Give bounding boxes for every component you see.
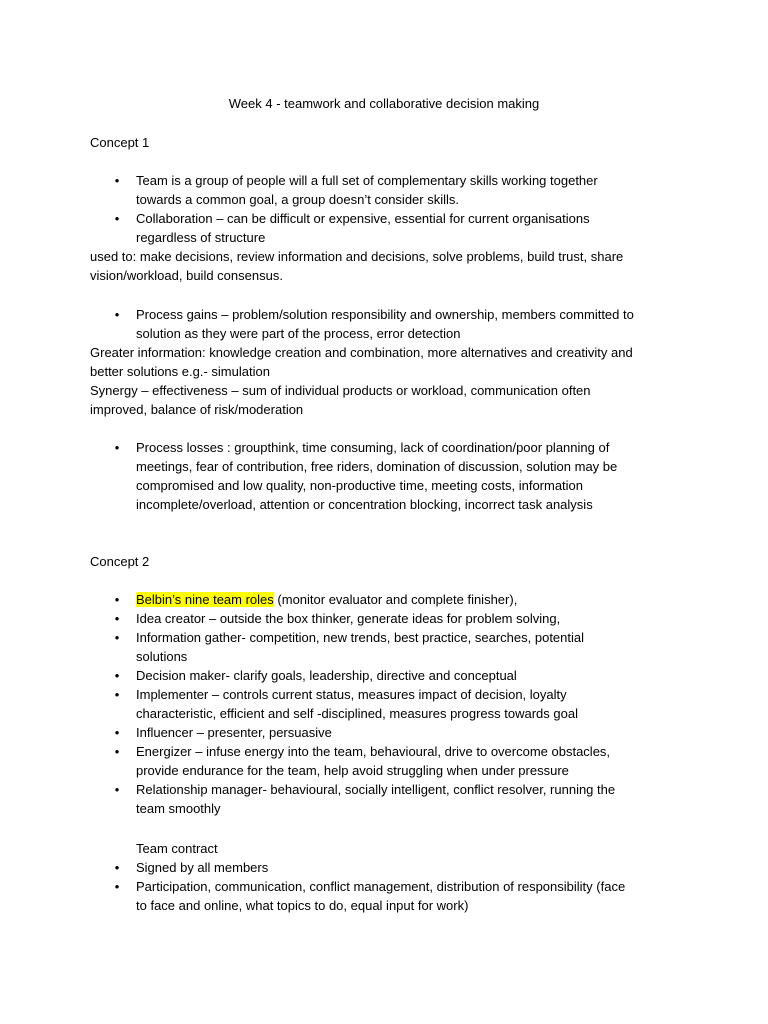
- list-item-collaboration: • Collaboration – can be difficult or expensive, essential for current organisations: [90, 209, 690, 228]
- concept-2-heading: Concept 2: [90, 554, 150, 569]
- list-item-information-gather: • Information gather- competition, new trends, best practice, searches, potential: [90, 628, 690, 647]
- list-item-influencer: • Influencer – presenter, persuasive: [90, 723, 690, 742]
- paragraph-used-to-continuation: vision/workload, build consensus.: [90, 268, 283, 283]
- list-item-process-losses: • Process losses : groupthink, time consuming, lack of coordination/poor planning of: [90, 438, 690, 457]
- list-item-continuation: team smoothly: [136, 801, 221, 816]
- bullet-icon: •: [114, 687, 120, 702]
- list-item-continuation: regardless of structure: [136, 230, 266, 245]
- page-title: Week 4 - teamwork and collaborative decision making: [228, 96, 540, 111]
- bullet-icon: •: [114, 725, 120, 740]
- list-item-energizer: • Energizer – infuse energy into the team, behavioural, drive to overcome obstacles,: [90, 742, 690, 761]
- list-item-belbin: • Belbin’s nine team roles (monitor evaluator and complete finisher),: [90, 590, 690, 609]
- concept-2-roles-list: [90, 590, 690, 818]
- paragraph-synergy: Synergy – effectiveness – sum of individual products or workload, communication often: [90, 383, 591, 398]
- bullet-icon: •: [114, 173, 120, 188]
- bullet-icon: •: [114, 440, 120, 455]
- team-contract-list: [90, 858, 690, 915]
- list-item-continuation: characteristic, efficient and self -disciplined, measures progress towards goal: [136, 706, 578, 721]
- bullet-icon: •: [114, 782, 120, 797]
- concept-1-heading: Concept 1: [90, 135, 150, 150]
- bullet-icon: •: [114, 879, 120, 894]
- highlighted-text: Belbin’s nine team roles: [136, 592, 274, 607]
- list-item-team: • Team is a group of people will a full set of complementary skills working together: [90, 171, 690, 190]
- bullet-icon: •: [114, 630, 120, 645]
- concept-1-team-list: [90, 171, 690, 285]
- concept-1-losses: [90, 438, 690, 514]
- paragraph-continuation: better solutions e.g.- simulation: [90, 364, 270, 379]
- concept-1-gains: [90, 305, 690, 419]
- bullet-icon: •: [114, 592, 120, 607]
- list-item-participation: • Participation, communication, conflict management, distribution of responsibility (face: [90, 877, 690, 896]
- list-item-continuation: provide endurance for the team, help avoid struggling when under pressure: [136, 763, 569, 778]
- list-item-decision-maker: • Decision maker- clarify goals, leadership, directive and conceptual: [90, 666, 690, 685]
- list-item-idea-creator: • Idea creator – outside the box thinker, generate ideas for problem solving,: [90, 609, 690, 628]
- paragraph-continuation: improved, balance of risk/moderation: [90, 402, 304, 417]
- list-item-continuation: solution as they were part of the process, error detection: [136, 326, 461, 341]
- list-item-continuation: compromised and low quality, non-productive time, meeting costs, information: [136, 478, 584, 493]
- bullet-icon: •: [114, 860, 120, 875]
- list-item-relationship-manager: • Relationship manager- behavioural, socially intelligent, conflict resolver, running the: [90, 780, 690, 799]
- list-item-continuation: to face and online, what topics to do, equal input for work): [136, 898, 469, 913]
- list-item-continuation: meetings, fear of contribution, free riders, domination of discussion, solution may be: [136, 459, 618, 474]
- bullet-icon: •: [114, 668, 120, 683]
- list-item-signed: • Signed by all members: [90, 858, 690, 877]
- list-item-continuation: solutions: [136, 649, 188, 664]
- paragraph-used-to: used to: make decisions, review information and decisions, solve problems, build trust, share: [90, 249, 624, 264]
- list-item-implementer: • Implementer – controls current status, measures impact of decision, loyalty: [90, 685, 690, 704]
- bullet-icon: •: [114, 744, 120, 759]
- bullet-icon: •: [114, 611, 120, 626]
- bullet-icon: •: [114, 307, 120, 322]
- list-item-process-gains: • Process gains – problem/solution responsibility and ownership, members committed to: [90, 305, 690, 324]
- list-item-continuation: towards a common goal, a group doesn’t consider skills.: [136, 192, 459, 207]
- paragraph-greater-information: Greater information: knowledge creation and combination, more alternatives and creativity and: [90, 345, 633, 360]
- bullet-icon: •: [114, 211, 120, 226]
- list-item-continuation: incomplete/overload, attention or concentration blocking, incorrect task analysis: [136, 497, 593, 512]
- team-contract-heading: Team contract: [136, 841, 218, 856]
